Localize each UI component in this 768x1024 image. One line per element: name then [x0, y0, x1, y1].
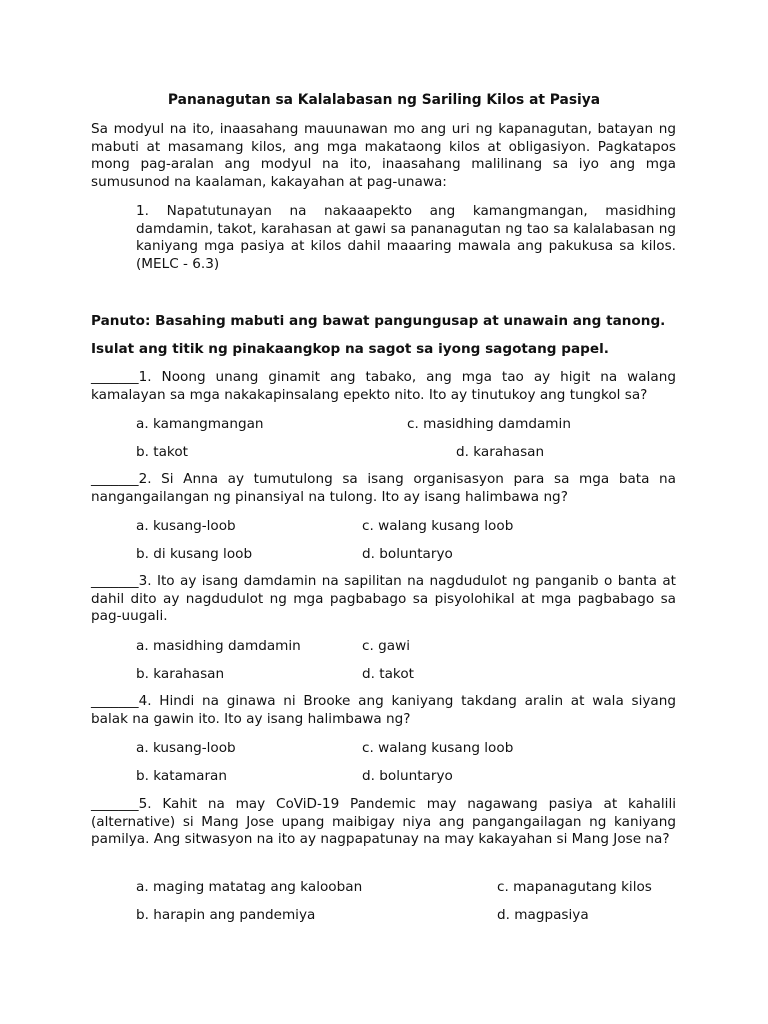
- question-4-option-d: d. boluntaryo: [362, 768, 453, 784]
- question-4-option-c: c. walang kusang loob: [362, 740, 514, 756]
- instructions-line-1: Panuto: Basahing mabuti ang bawat pangungusap at unawain ang tanong.: [91, 313, 666, 329]
- question-5-option-c: c. mapanagutang kilos: [497, 879, 652, 895]
- learning-objective: 1. Napatutunayan na nakaaapekto ang kamangmangan, masidhing damdamin, takot, karahasan at gawi sa pananagutan ng tao sa kalalabasan ng kaniyang mga pasiya at kilos dahil maaaring mawala ang pakukusa sa kilos. (MELC - 6.3): [136, 203, 676, 272]
- question-3-text: _______3. Ito ay isang damdamin na sapilitan na nagdudulot ng panganib o banta at dahil dito ay nagdudulot ng mga pagbabago sa pisyolohikal at mga pagbabago sa pag-uugali.: [91, 573, 676, 624]
- question-5-option-b: b. harapin ang pandemiya: [136, 907, 316, 923]
- question-2-text: _______2. Si Anna ay tumutulong sa isang organisasyon para sa mga bata na nangangailangan ng pinansiyal na tulong. Ito ay isang halimbawa ng?: [91, 471, 676, 505]
- question-2-option-d: d. boluntaryo: [362, 546, 453, 562]
- intro-paragraph: Sa modyul na ito, inaasahang mauunawan mo ang uri ng kapanagutan, batayan ng mabuti at masamang kilos, ang mga makataong kilos at obligasiyon. Pagkatapos mong pag-aralan ang modyul na ito, inaasahang malilinang sa iyo ang mga sumusunod na kaalaman, kakayahan at pag-unawa:: [91, 121, 676, 190]
- question-3-option-c: c. gawi: [362, 638, 410, 654]
- question-2-option-b: b. di kusang loob: [136, 546, 253, 562]
- question-4-option-b: b. katamaran: [136, 768, 228, 784]
- question-2-option-a: a. kusang-loob: [136, 518, 236, 534]
- question-1-text: _______1. Noong unang ginamit ang tabako, ang mga tao ay higit na walang kamalayan sa mga nakakapinsalang epekto nito. Ito ay tinutukoy ang tungkol sa?: [91, 369, 676, 403]
- question-4-text: _______4. Hindi na ginawa ni Brooke ang kaniyang takdang aralin at wala siyang balak na gawin ito. Ito ay isang halimbawa ng?: [91, 693, 676, 727]
- question-3-option-b: b. karahasan: [136, 666, 225, 682]
- question-1-option-c: c. masidhing damdamin: [407, 416, 571, 432]
- question-3-option-a: a. masidhing damdamin: [136, 638, 301, 654]
- question-2-option-c: c. walang kusang loob: [362, 518, 514, 534]
- question-3-option-d: d. takot: [362, 666, 414, 682]
- question-5-text: _______5. Kahit na may CoViD-19 Pandemic may nagawang pasiya at kahalili (alternative) si Mang Jose upang maibigay niya ang pangangailagan ng kaniyang pamilya. Ang sitwasyon na ito ay nagpapatunay na may kakayahan si Mang Jose na?: [91, 796, 676, 847]
- instructions-line-2: Isulat ang titik ng pinakaangkop na sagot sa iyong sagotang papel.: [91, 341, 609, 357]
- question-1-option-b: b. takot: [136, 444, 188, 460]
- question-4-option-a: a. kusang-loob: [136, 740, 236, 756]
- question-5-option-d: d. magpasiya: [497, 907, 589, 923]
- question-1-option-d: d. karahasan: [456, 444, 545, 460]
- question-5-option-a: a. maging matatag ang kalooban: [136, 879, 363, 895]
- document-title: Pananagutan sa Kalalabasan ng Sariling Kilos at Pasiya: [167, 92, 601, 108]
- question-1-option-a: a. kamangmangan: [136, 416, 264, 432]
